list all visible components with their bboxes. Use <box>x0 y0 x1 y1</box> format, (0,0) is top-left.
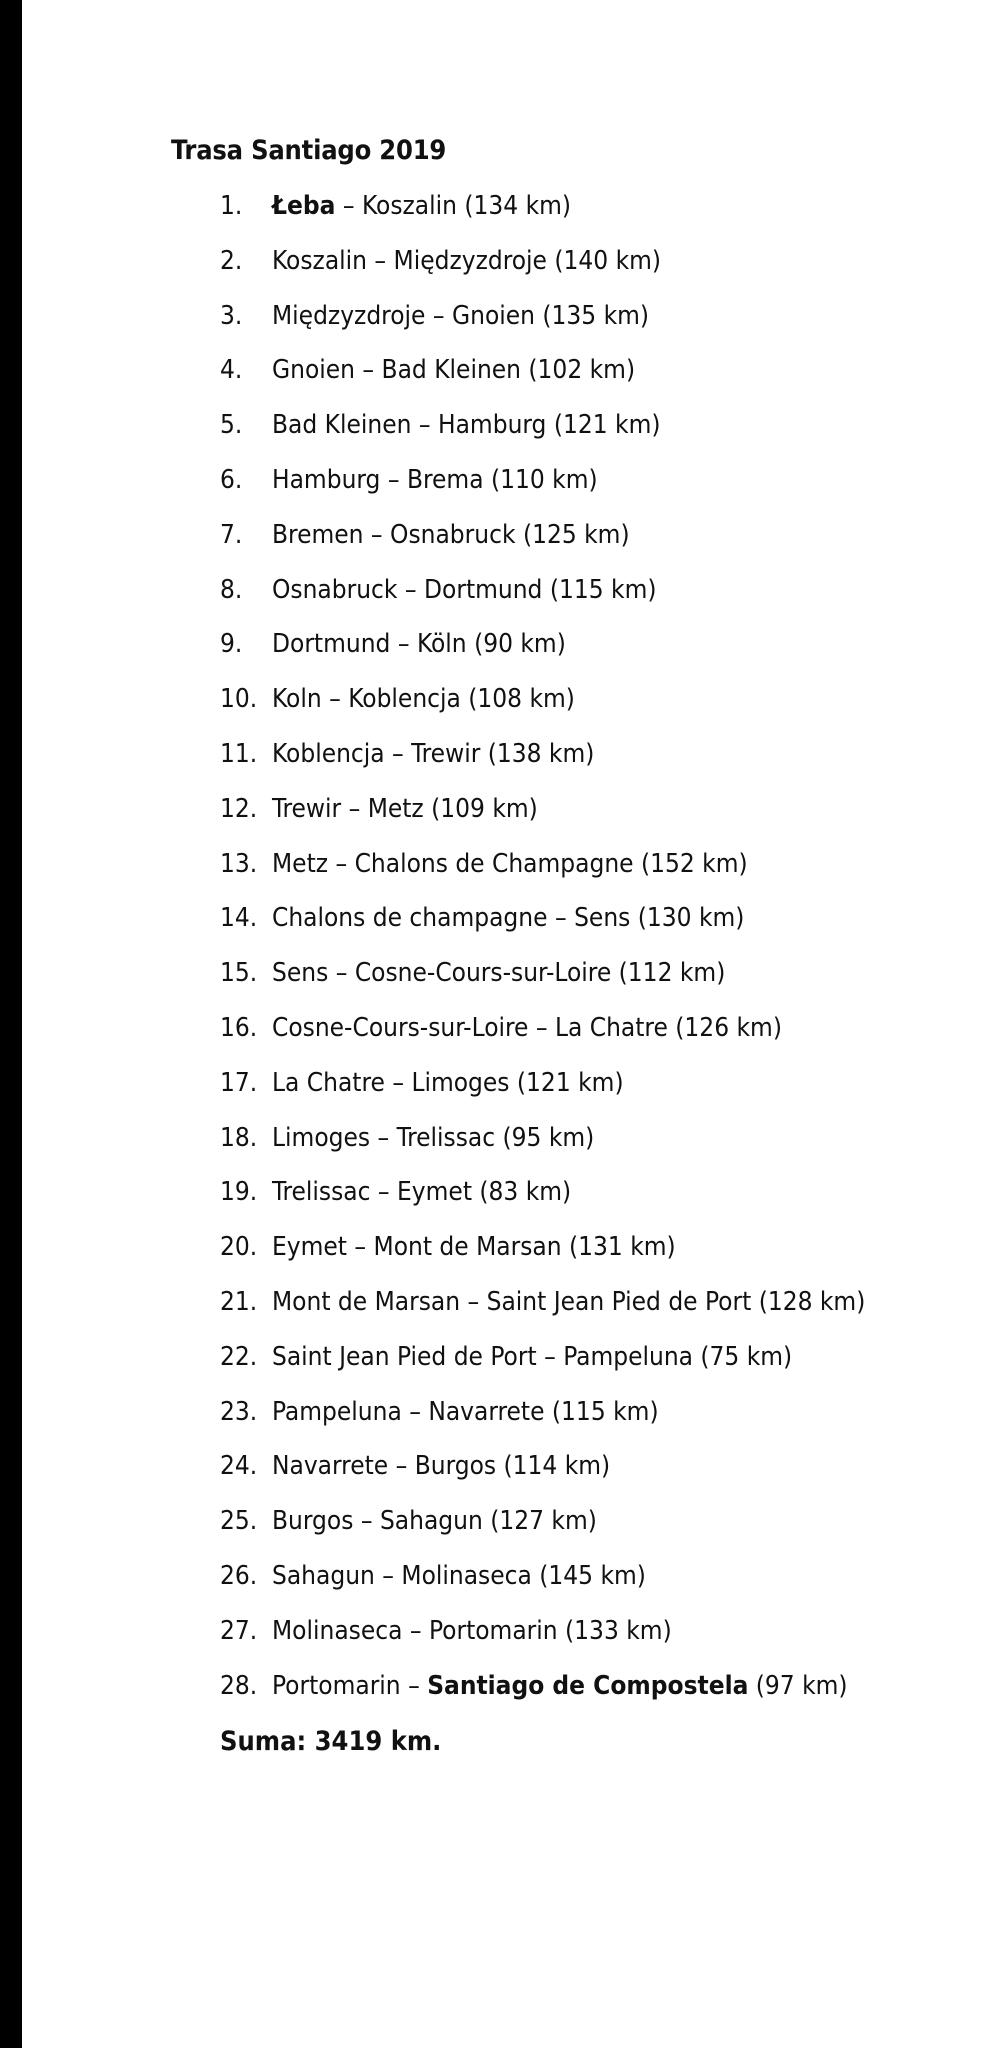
stage-text <box>272 410 661 440</box>
list-item <box>220 299 865 354</box>
stage-number: 22. <box>220 1341 258 1372</box>
list-item <box>220 1066 865 1121</box>
stage-from: Limoges <box>272 1122 371 1153</box>
stage-separator: – <box>528 1012 555 1043</box>
stage-distance: (134 km) <box>456 191 572 221</box>
stage-number: 11. <box>220 738 258 769</box>
stage-text <box>272 1013 782 1043</box>
list-item <box>220 353 865 408</box>
stage-number: 6. <box>220 464 243 495</box>
stage-distance: (140 km) <box>546 245 662 276</box>
stage-text <box>272 1616 672 1646</box>
stage-separator: – <box>401 1396 429 1427</box>
stage-distance: (112 km) <box>611 958 726 989</box>
stage-text <box>272 1561 646 1591</box>
stage-number: 24. <box>220 1451 258 1482</box>
stage-text <box>272 794 538 824</box>
stage-text <box>272 1287 865 1317</box>
stage-to: Burgos <box>414 1451 497 1482</box>
list-item <box>220 408 865 463</box>
stage-distance: (95 km) <box>495 1122 595 1153</box>
stage-number: 9. <box>220 629 243 660</box>
stage-separator: – <box>384 738 412 769</box>
list-item <box>220 463 865 518</box>
stage-number: 14. <box>220 903 258 934</box>
stage-separator: – <box>390 629 417 660</box>
stage-text <box>272 629 566 659</box>
stage-from: Trewir <box>272 793 342 824</box>
stage-number: 5. <box>220 410 243 441</box>
list-item <box>220 1011 865 1066</box>
list-item <box>220 1614 865 1669</box>
stage-from: Molinaseca <box>272 1615 403 1646</box>
stage-distance: (110 km) <box>483 464 598 495</box>
stage-distance: (121 km) <box>509 1067 624 1098</box>
stage-to: Mont de Marsan <box>373 1232 562 1263</box>
stage-number: 27. <box>220 1615 258 1646</box>
list-item <box>220 1559 865 1614</box>
stage-text <box>272 465 598 495</box>
stage-separator: – <box>366 245 394 276</box>
stage-separator: – <box>321 684 349 715</box>
total-distance: Suma: 3419 km. <box>220 1726 442 1757</box>
route-list <box>220 189 865 1723</box>
stage-from: Mont de Marsan <box>272 1286 461 1317</box>
stage-to: Santiago de Compostela <box>427 1670 749 1701</box>
stage-number: 1. <box>220 191 243 221</box>
stage-to: Saint Jean Pied de Port <box>486 1286 752 1317</box>
stage-number: 17. <box>220 1067 258 1098</box>
stage-to: Koszalin <box>361 191 457 221</box>
stage-number: 26. <box>220 1560 258 1591</box>
stage-text <box>272 301 649 331</box>
stage-number: 8. <box>220 574 243 605</box>
list-item <box>220 956 865 1011</box>
stage-distance: (130 km) <box>630 903 745 934</box>
stage-text <box>272 575 657 605</box>
stage-from: Eymet <box>272 1232 347 1263</box>
stage-from: Łeba <box>272 191 336 221</box>
stage-to: Köln <box>416 629 467 660</box>
list-item <box>220 682 865 737</box>
stage-text <box>272 355 635 385</box>
stage-to: Limoges <box>411 1067 510 1098</box>
stage-number: 18. <box>220 1122 258 1153</box>
stage-to: Międzyzdroje <box>393 245 547 276</box>
list-item <box>220 1669 865 1724</box>
stage-from: Sahagun <box>272 1560 375 1591</box>
list-item <box>220 518 865 573</box>
stage-from: Koblencja <box>272 738 385 769</box>
stage-separator: – <box>460 1286 487 1317</box>
stage-text <box>272 1177 571 1207</box>
stage-distance: (109 km) <box>423 793 538 824</box>
stage-separator: – <box>370 1177 398 1208</box>
stage-separator: – <box>547 903 575 934</box>
stage-text <box>272 191 571 221</box>
list-item <box>220 1175 865 1230</box>
stage-to: Cosne-Cours-sur-Loire <box>354 958 612 989</box>
stage-from: Cosne-Cours-sur-Loire <box>272 1012 529 1043</box>
stage-number: 10. <box>220 684 258 715</box>
stage-separator: – <box>353 1506 380 1537</box>
stage-from: Metz <box>272 848 329 879</box>
stage-to: Bad Kleinen <box>381 355 521 386</box>
list-item <box>220 792 865 847</box>
stage-number: 25. <box>220 1506 258 1537</box>
stage-distance: (102 km) <box>521 355 636 386</box>
stage-from: Koln <box>272 684 322 715</box>
list-item <box>220 244 865 299</box>
stage-from: Dortmund <box>272 629 391 660</box>
stage-separator: – <box>388 1451 415 1482</box>
stage-to: Hamburg <box>438 410 547 441</box>
stage-from: Burgos <box>272 1506 354 1537</box>
stage-from: Osnabruck <box>272 574 398 605</box>
stage-number: 2. <box>220 245 243 276</box>
list-item <box>220 627 865 682</box>
stage-from: Pampeluna <box>272 1396 402 1427</box>
stage-separator: – <box>402 1615 429 1646</box>
stage-distance: (128 km) <box>751 1286 866 1317</box>
stage-separator: – <box>328 848 355 879</box>
stage-to: Pampeluna <box>563 1341 693 1372</box>
stage-from: Gnoien <box>272 355 355 386</box>
stage-text <box>272 1671 848 1701</box>
stage-to: Navarrete <box>428 1396 545 1427</box>
stage-text <box>272 1397 659 1427</box>
stage-text <box>272 246 661 276</box>
stage-text <box>272 849 748 879</box>
stage-distance: (90 km) <box>466 629 566 660</box>
stage-text <box>272 684 575 714</box>
stage-separator: – <box>384 1067 412 1098</box>
stage-to: Metz <box>367 793 424 824</box>
stage-distance: (125 km) <box>515 519 630 550</box>
stage-distance: (83 km) <box>471 1177 572 1208</box>
stage-number: 13. <box>220 848 258 879</box>
stage-to: Brema <box>406 464 484 495</box>
stage-text <box>272 903 744 933</box>
stage-number: 15. <box>220 958 258 989</box>
stage-text <box>272 1506 597 1536</box>
stage-number: 23. <box>220 1396 258 1427</box>
stage-to: Gnoien <box>451 300 535 331</box>
list-item <box>220 1504 865 1559</box>
stage-text <box>272 1342 792 1372</box>
list-item <box>220 1449 865 1504</box>
stage-to: Koblencja <box>348 684 461 715</box>
stage-to: Osnabruck <box>390 519 516 550</box>
stage-distance: (135 km) <box>534 300 650 331</box>
list-item <box>220 901 865 956</box>
list-item <box>220 737 865 792</box>
document-page <box>22 0 996 2048</box>
stage-distance: (127 km) <box>482 1506 597 1537</box>
stage-distance: (126 km) <box>667 1012 782 1043</box>
stage-distance: (138 km) <box>480 738 595 769</box>
stage-distance: (152 km) <box>633 848 748 879</box>
stage-number: 20. <box>220 1232 258 1263</box>
stage-number: 3. <box>220 300 243 331</box>
stage-from: Bremen <box>272 519 364 550</box>
stage-from: Koszalin <box>272 245 367 276</box>
stage-from: Chalons de champagne <box>272 903 548 934</box>
list-item <box>220 573 865 628</box>
stage-distance: (75 km) <box>692 1341 793 1372</box>
stage-distance: (108 km) <box>460 684 575 715</box>
stage-to: Chalons de Champagne <box>354 848 634 879</box>
stage-text <box>272 1123 594 1153</box>
stage-from: Międzyzdroje <box>272 300 426 331</box>
stage-separator: – <box>400 1670 428 1701</box>
document-title: Trasa Santiago 2019 <box>171 135 447 166</box>
stage-text <box>272 1232 676 1262</box>
stage-text <box>272 739 594 769</box>
list-item <box>220 847 865 902</box>
list-item <box>220 1395 865 1450</box>
stage-separator: – <box>363 519 391 550</box>
stage-text <box>272 958 725 988</box>
stage-separator: – <box>380 464 407 495</box>
stage-from: La Chatre <box>272 1067 385 1098</box>
stage-text <box>272 1068 624 1098</box>
stage-distance: (115 km) <box>544 1396 659 1427</box>
stage-separator: – <box>328 958 355 989</box>
stage-distance: (131 km) <box>561 1232 676 1263</box>
stage-number: 7. <box>220 519 243 550</box>
stage-text <box>272 520 630 550</box>
stage-separator: – <box>411 410 438 441</box>
stage-number: 21. <box>220 1286 258 1317</box>
stage-to: Sens <box>574 903 631 934</box>
list-item <box>220 189 865 244</box>
stage-number: 19. <box>220 1177 258 1208</box>
stage-separator: – <box>341 793 368 824</box>
list-item <box>220 1230 865 1285</box>
stage-number: 16. <box>220 1012 258 1043</box>
stage-separator: – <box>397 574 425 605</box>
stage-number: 12. <box>220 793 258 824</box>
stage-separator: – <box>335 191 362 221</box>
stage-distance: (115 km) <box>542 574 657 605</box>
stage-distance: (97 km) <box>748 1670 848 1701</box>
stage-to: Trewir <box>411 738 481 769</box>
list-item <box>220 1285 865 1340</box>
stage-separator: – <box>425 300 452 331</box>
stage-from: Hamburg <box>272 464 381 495</box>
stage-distance: (145 km) <box>531 1560 646 1591</box>
stage-text <box>272 1451 610 1481</box>
stage-from: Trelissac <box>272 1177 371 1208</box>
stage-to: La Chatre <box>554 1012 668 1043</box>
stage-from: Portomarin <box>272 1670 401 1701</box>
stage-from: Bad Kleinen <box>272 410 412 441</box>
stage-separator: – <box>374 1560 402 1591</box>
stage-to: Molinaseca <box>401 1560 532 1591</box>
stage-separator: – <box>370 1122 397 1153</box>
stage-to: Portomarin <box>428 1615 558 1646</box>
list-item <box>220 1340 865 1395</box>
stage-to: Sahagun <box>379 1506 483 1537</box>
stage-to: Dortmund <box>424 574 543 605</box>
stage-from: Sens <box>272 958 329 989</box>
stage-to: Eymet <box>397 1177 472 1208</box>
list-item <box>220 1121 865 1176</box>
stage-from: Navarrete <box>272 1451 389 1482</box>
stage-distance: (133 km) <box>557 1615 672 1646</box>
stage-distance: (121 km) <box>546 410 661 441</box>
stage-number: 28. <box>220 1670 258 1701</box>
stage-from: Saint Jean Pied de Port <box>272 1341 537 1372</box>
stage-separator: – <box>355 355 382 386</box>
stage-number: 4. <box>220 355 243 386</box>
stage-separator: – <box>536 1341 564 1372</box>
stage-separator: – <box>346 1232 374 1263</box>
stage-to: Trelissac <box>396 1122 496 1153</box>
stage-distance: (114 km) <box>496 1451 611 1482</box>
